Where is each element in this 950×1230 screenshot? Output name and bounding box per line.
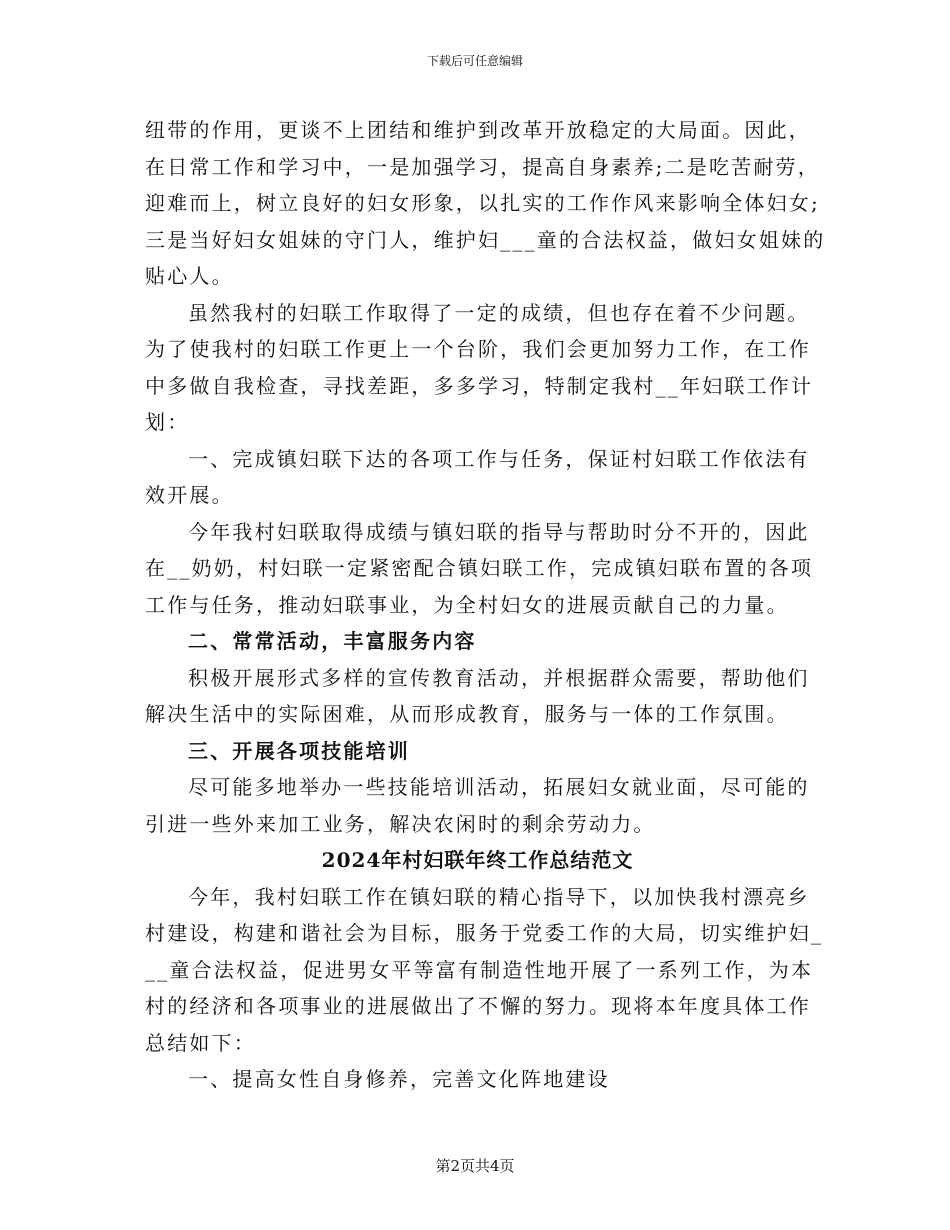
text-line: 虽然我村的妇联工作取得了一定的成绩，但也存在着不少问题。 [188,300,810,325]
text-line: 为了使我村的妇联工作更上一个台阶，我们会更加努力工作，在工作 [145,337,811,361]
paragraph [145,1061,810,1098]
text-line: 总结如下： [145,1030,256,1055]
text-line: 村建设，构建和谐社会为目标，服务于党委工作的大局，切实维护妇_ [145,921,824,945]
text-line: 迎难而上，树立良好的妇女形象，以扎实的工作作风来影响全体妇女; [145,191,820,215]
title-line: 2024年村妇联年终工作总结范文 [321,848,634,872]
text-line: 村的经济和各项事业的进展做出了不懈的努力。现将本年度具体工作 [145,994,811,1018]
text-line: 解决生活中的实际困难，从而形成教育，服务与一体的工作氛围。 [145,702,789,726]
text-line: 划： [145,410,190,434]
text-line: 尽可能多地举办一些技能培训活动，拓展妇女就业面，尽可能的 [188,775,810,799]
text-line: 在__奶奶，村妇联一定紧密配合镇妇联工作，完成镇妇联布置的各项 [145,556,814,580]
text-line: 一、完成镇妇联下达的各项工作与任务，保证村妇联工作依法有 [188,446,810,471]
text-line: 贴心人。 [145,264,234,288]
page-footer: 第2页共4页 [435,1157,515,1175]
text-line: 积极开展形式多样的宣传教育活动，并根据群众需要，帮助他们 [188,665,810,690]
text-line: 今年我村妇联取得成绩与镇妇联的指导与帮助时分不开的，因此 [188,519,810,544]
heading-line: 三、开展各项技能培训 [188,738,410,763]
text-line: 中多做自我检查，寻找差距，多多学习，特制定我村__年妇联工作计 [145,373,814,398]
paragraph [145,441,810,514]
text-line: 纽带的作用，更谈不上团结和维护到改革开放稳定的大局面。因此， [145,118,811,142]
document-body [145,112,826,1098]
text-line: 引进一些外来加工业务，解决农闲时的剩余劳动力。 [145,811,656,836]
paragraph [145,514,814,624]
text-line: 一、提高女性自身修养，完善文化阵地建设 [188,1067,610,1091]
document-title [145,842,810,879]
paragraph [145,879,824,1062]
text-line: 效开展。 [145,483,234,507]
page-header: 下载后可任意编辑 [426,54,523,68]
paragraph [145,295,814,441]
heading-line: 二、常常活动，丰富服务内容 [188,629,477,653]
text-line: 在日常工作和学习中，一是加强学习，提高自身素养;二是吃苦耐劳， [145,154,820,179]
text-line: 三是当好妇女姐妹的守门人，维护妇___童的合法权益，做妇女姐妹的 [145,227,826,252]
text-line: 工作与任务，推动妇联事业，为全村妇女的进展贡献自己的力量。 [145,592,789,617]
section-heading [145,623,810,660]
paragraph [145,660,810,733]
section-heading [145,733,810,770]
paragraph [145,112,826,295]
text-line: __童合法权益，促进男女平等富有制造性地开展了一系列工作，为本 [145,957,814,982]
text-line: 今年，我村妇联工作在镇妇联的精心指导下，以加快我村漂亮乡 [188,884,810,909]
paragraph [145,769,810,842]
